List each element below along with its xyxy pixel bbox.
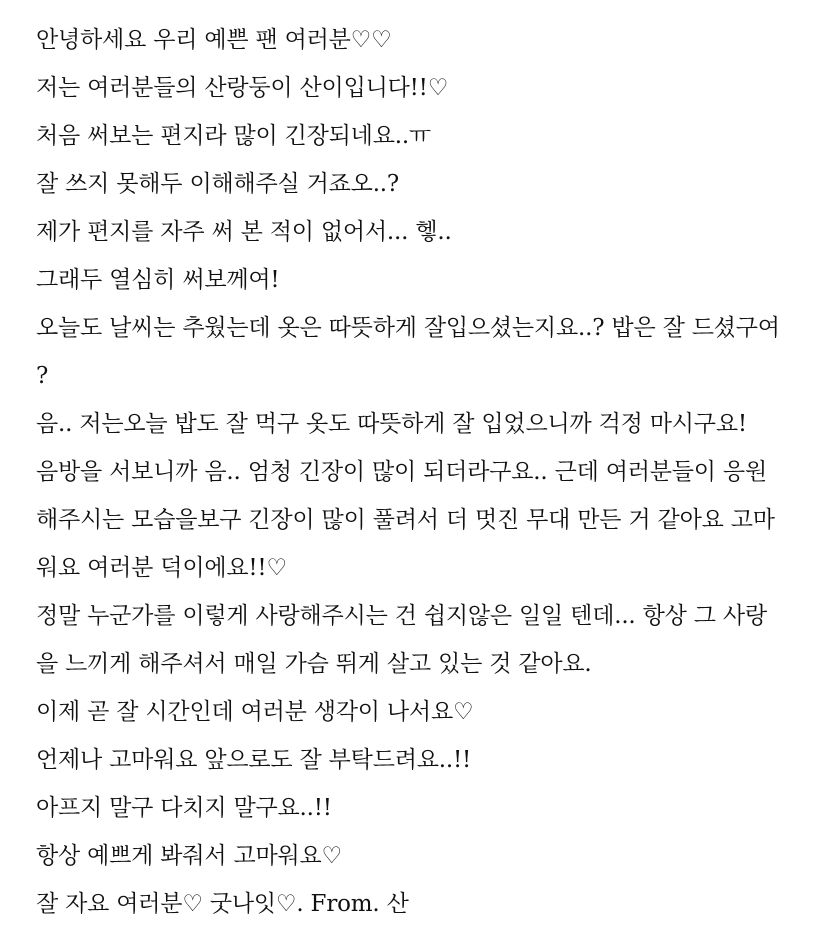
letter-line: ? xyxy=(36,363,49,389)
letter-line: 처음 써보는 편지라 많이 긴장되네요..ㅠ xyxy=(36,123,431,149)
letter-line: 워요 여러분 덕이에요!!♡ xyxy=(36,555,287,581)
letter-line: 안녕하세요 우리 예쁜 팬 여러분♡♡ xyxy=(36,27,392,53)
letter-line: 을 느끼게 해주셔서 매일 가슴 뛰게 살고 있는 것 같아요. xyxy=(36,651,592,677)
letter-line: 항상 예쁘게 봐줘서 고마워요♡ xyxy=(36,843,342,869)
letter-line: 아프지 말구 다치지 말구요..!! xyxy=(36,795,332,821)
letter-line: 오늘도 날씨는 추웠는데 옷은 따뜻하게 잘입으셨는지요..? 밥은 잘 드셨구여 xyxy=(36,315,780,341)
letter-line: 음방을 서보니까 음.. 엄청 긴장이 많이 되더라구요.. 근데 여러분들이 응원 xyxy=(36,459,767,485)
letter-line: 언제나 고마워요 앞으로도 잘 부탁드려요..!! xyxy=(36,747,472,773)
letter-line: 정말 누군가를 이렇게 사랑해주시는 건 쉽지않은 일일 텐데... 항상 그 사랑 xyxy=(36,603,767,629)
letter-line: 잘 쓰지 못해두 이해해주실 거죠오..? xyxy=(36,171,400,197)
letter-line: 그래두 열심히 써보께여! xyxy=(36,267,280,293)
letter-line: 해주시는 모습을보구 긴장이 많이 풀려서 더 멋진 무대 만든 거 같아요 고마 xyxy=(36,507,775,533)
letter-line: 제가 편지를 자주 써 본 적이 없어서... 헿.. xyxy=(36,219,452,245)
letter-signoff: 잘 자요 여러분♡ 굿나잇♡. From. 산 xyxy=(36,891,409,917)
letter-line: 이제 곧 잘 시간인데 여러분 생각이 나서요♡ xyxy=(36,699,474,725)
letter-line: 음.. 저는오늘 밥도 잘 먹구 옷도 따뜻하게 잘 입었으니까 걱정 마시구요! xyxy=(36,411,747,437)
letter-line: 저는 여러분들의 산랑둥이 산이입니다!!♡ xyxy=(36,75,449,101)
